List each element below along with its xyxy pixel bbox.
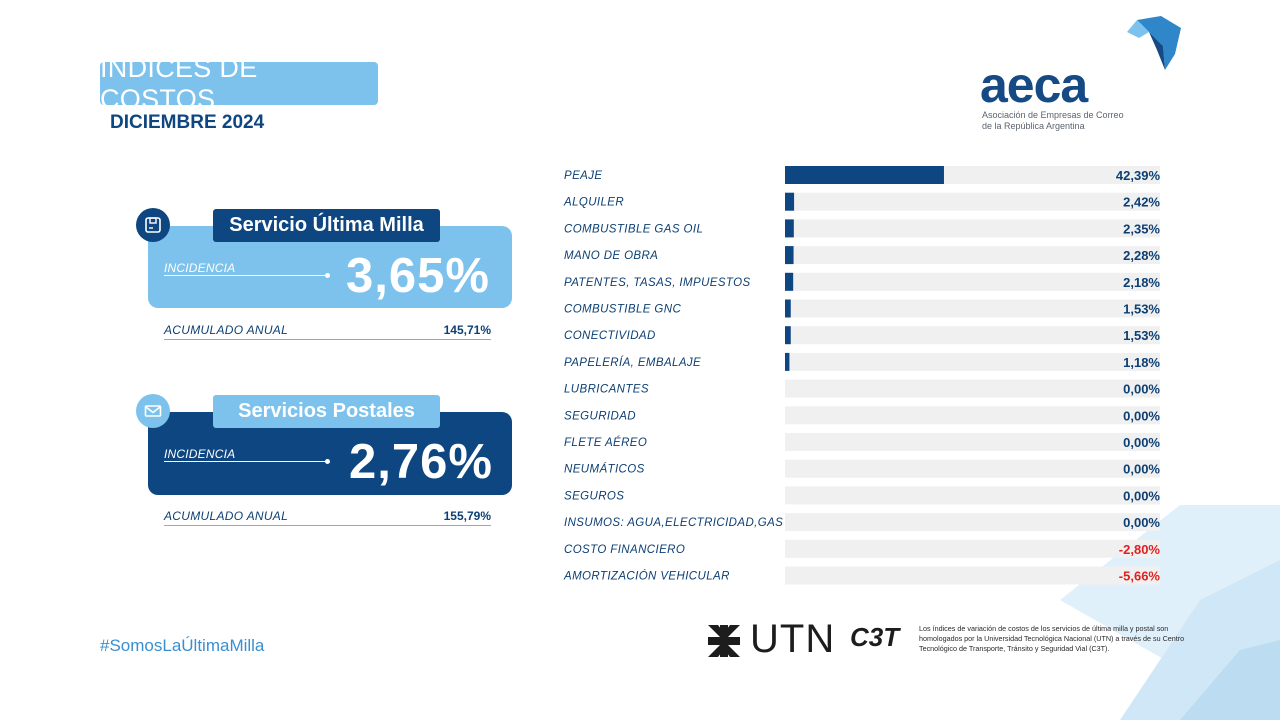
value-label: 2,42%: [1123, 194, 1160, 210]
incidencia-value: 2,76%: [349, 435, 493, 489]
bar-track: [785, 406, 1160, 424]
category-label: PAPELERÍA, EMBALAJE: [564, 356, 702, 369]
utn-logo: [706, 617, 900, 662]
value-label: -2,80%: [1118, 541, 1160, 557]
bar-track: [785, 513, 1160, 531]
envelope-icon: [136, 394, 170, 428]
category-label: SEGURIDAD: [564, 410, 636, 423]
acumulado-anual-row: [164, 322, 491, 340]
category-label: MANO DE OBRA: [564, 250, 659, 263]
value-label: 0,00%: [1123, 515, 1160, 531]
logo-wordmark: aeca: [980, 57, 1088, 113]
bar-track: [785, 353, 1160, 371]
category-label: AMORTIZACIÓN VEHICULAR: [564, 570, 730, 583]
value-label: 0,00%: [1123, 488, 1160, 504]
bar: [785, 353, 789, 371]
category-label: LUBRICANTES: [564, 383, 649, 396]
value-label: 0,00%: [1123, 435, 1160, 450]
service-title: Servicios Postales: [213, 395, 440, 428]
category-label: COMBUSTIBLE GNC: [564, 303, 682, 316]
acumulado-value: 145,71%: [443, 323, 491, 337]
category-label: SEGUROS: [564, 490, 625, 503]
category-label: PATENTES, TASAS, IMPUESTOS: [564, 276, 751, 289]
bar: [785, 273, 793, 291]
page-subtitle: DICIEMBRE 2024: [110, 112, 265, 133]
value-label: 1,18%: [1123, 354, 1160, 370]
footnote: Los índices de variación de costos de los servicios de última milla y postal son homologados por la Universidad Tecnológica Nacional (UTN) a través de su Centro Tecnológico de Transporte, Tránsito y Seguridad Vial (C3T).: [919, 624, 1185, 654]
aeca-mark-icon: [1123, 14, 1183, 76]
category-label: INSUMOS: AGUA,ELECTRICIDAD,GAS: [564, 517, 784, 530]
bar-track: [785, 219, 1160, 237]
value-label: 1,53%: [1123, 301, 1160, 317]
package-box-icon: [136, 208, 170, 242]
page-title: ÍNDICES DE COSTOS: [100, 62, 378, 105]
value-label: 0,00%: [1123, 408, 1160, 424]
bar-track: [785, 567, 1160, 585]
incidencia-underline: [164, 461, 328, 462]
bar-track: [785, 460, 1160, 478]
acumulado-label: ACUMULADO ANUAL: [164, 323, 289, 337]
value-label: 2,18%: [1123, 274, 1160, 290]
value-label: 1,53%: [1123, 328, 1160, 344]
service-title: Servicio Última Milla: [213, 209, 440, 242]
cost-index-bar-chart: [560, 162, 1170, 592]
logo-tagline: de la República Argentina: [982, 121, 1085, 131]
bar: [785, 326, 791, 344]
category-label: CONECTIVIDAD: [564, 330, 656, 343]
value-label: -5,66%: [1118, 568, 1160, 584]
acumulado-value: 155,79%: [443, 509, 491, 523]
incidencia-label: INCIDENCIA: [164, 261, 236, 275]
utn-emblem-icon: [706, 623, 742, 659]
value-label: 0,00%: [1123, 461, 1160, 477]
category-label: COSTO FINANCIERO: [564, 543, 686, 556]
hashtag: #SomosLaÚltimaMilla: [100, 636, 265, 655]
bar-track: [785, 326, 1160, 344]
bar: [785, 193, 794, 211]
category-label: NEUMÁTICOS: [564, 463, 645, 476]
aeca-logo: [978, 14, 1188, 134]
bar: [785, 219, 794, 237]
bar: [785, 246, 794, 264]
bar-track: [785, 246, 1160, 264]
bar-track: [785, 540, 1160, 558]
bar-track: [785, 486, 1160, 504]
bar-track: [785, 300, 1160, 318]
category-label: FLETE AÉREO: [564, 437, 648, 449]
value-label: 42,39%: [1115, 168, 1160, 183]
incidencia-underline: [164, 275, 328, 276]
bar-track: [785, 273, 1160, 291]
bar-track: [785, 193, 1160, 211]
incidencia-label: INCIDENCIA: [164, 447, 236, 461]
logo-tagline: Asociación de Empresas de Correo: [982, 110, 1124, 120]
category-label: COMBUSTIBLE GAS OIL: [564, 223, 704, 236]
incidencia-value: 3,65%: [346, 249, 490, 303]
c3t-logo: C3T: [850, 622, 900, 652]
utn-wordmark: UTN: [750, 617, 836, 661]
bar: [785, 300, 791, 318]
category-label: PEAJE: [564, 170, 603, 182]
value-label: 2,28%: [1123, 248, 1160, 264]
value-label: 0,00%: [1123, 381, 1160, 397]
bar: [785, 166, 944, 184]
acumulado-label: ACUMULADO ANUAL: [164, 509, 289, 523]
category-label: ALQUILER: [564, 196, 625, 209]
value-label: 2,35%: [1123, 221, 1160, 237]
bar-track: [785, 433, 1160, 451]
bar-track: [785, 380, 1160, 398]
acumulado-anual-row: [164, 508, 491, 526]
